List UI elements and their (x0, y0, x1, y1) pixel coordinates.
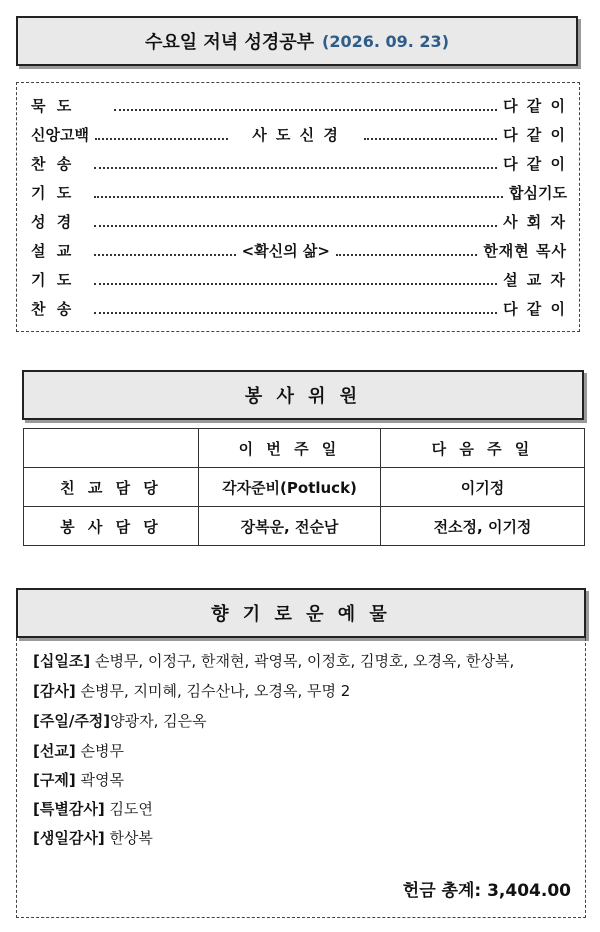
order-row (31, 207, 567, 235)
order-label: 찬 송 (31, 299, 75, 318)
order-value: 사 회 자 (503, 212, 567, 231)
order-row (31, 236, 567, 264)
offering-category: [구제] (33, 771, 76, 789)
table-row (24, 468, 585, 507)
offering-names: 손병무, 이정구, 한재현, 곽영목, 이정호, 김명호, 오경옥, 한상복, (90, 652, 515, 670)
offering-names: 한상복 (104, 829, 153, 847)
column-header-this-week: 이 번 주 일 (199, 429, 381, 468)
page-title: 수요일 저녁 성경공부 (144, 32, 315, 53)
offering-title: 향 기 로 운 예 물 (16, 588, 586, 638)
order-middle: <확신의 삶> (241, 241, 330, 260)
offering-names: 손병무, 지미혜, 김수산나, 오경옥, 무명 2 (75, 682, 351, 700)
order-label: 기 도 (31, 183, 75, 202)
order-row (31, 91, 567, 119)
order-label: 설 교 (31, 241, 75, 260)
worship-order (16, 82, 580, 332)
order-row (31, 265, 567, 293)
order-row (31, 178, 567, 206)
next-week-cell: 이기정 (381, 468, 585, 507)
role-cell: 친 교 담 당 (24, 468, 199, 507)
page-date: (2026. 09. 23) (322, 31, 449, 51)
list-item (33, 798, 153, 819)
offering-names: 곽영목 (75, 771, 124, 789)
order-row (31, 120, 567, 148)
offering-category: [감사] (33, 682, 76, 700)
list-item (33, 650, 514, 671)
service-table (23, 428, 585, 546)
table-cell-empty (24, 429, 199, 468)
order-label: 묵 도 (31, 96, 75, 115)
offering-list (16, 638, 586, 918)
column-header-next-week: 다 음 주 일 (381, 429, 585, 468)
offering-total: 헌금 총계: 3,404.00 (402, 881, 571, 901)
next-week-cell: 전소정, 이기정 (381, 507, 585, 546)
order-value: 다 같 이 (503, 96, 567, 115)
order-value: 다 같 이 (503, 299, 567, 318)
order-label: 성 경 (31, 212, 75, 231)
order-value: 다 같 이 (503, 154, 567, 173)
offering-category: [십일조] (33, 652, 91, 670)
order-value: 한재현 목사 (483, 241, 567, 260)
order-value: 다 같 이 (503, 125, 567, 144)
page-title-box (16, 16, 578, 66)
order-middle: 사 도 신 경 (252, 125, 340, 144)
order-value: 설 교 자 (503, 270, 567, 289)
order-label: 기 도 (31, 270, 75, 289)
list-item (33, 680, 350, 701)
order-row (31, 294, 567, 322)
offering-names: 양광자, 김은옥 (110, 712, 207, 730)
offering-category: [생일감사] (33, 829, 105, 847)
this-week-cell: 각자준비(Potluck) (199, 468, 381, 507)
offering-category: [선교] (33, 742, 76, 760)
offering-names: 김도연 (104, 800, 153, 818)
table-row (24, 507, 585, 546)
service-title: 봉 사 위 원 (22, 370, 584, 420)
this-week-cell: 장복운, 전순남 (199, 507, 381, 546)
order-label: 신앙고백 (31, 125, 89, 144)
list-item (33, 769, 124, 790)
role-cell: 봉 사 담 당 (24, 507, 199, 546)
offering-category: [특별감사] (33, 800, 105, 818)
offering-category: [주일/주정] (33, 712, 111, 730)
order-value: 합심기도 (509, 183, 567, 202)
offering-names: 손병무 (75, 742, 124, 760)
list-item (33, 827, 153, 848)
list-item (33, 740, 124, 761)
order-label: 찬 송 (31, 154, 75, 173)
table-row (24, 429, 585, 468)
list-item (33, 710, 207, 731)
order-row (31, 149, 567, 177)
